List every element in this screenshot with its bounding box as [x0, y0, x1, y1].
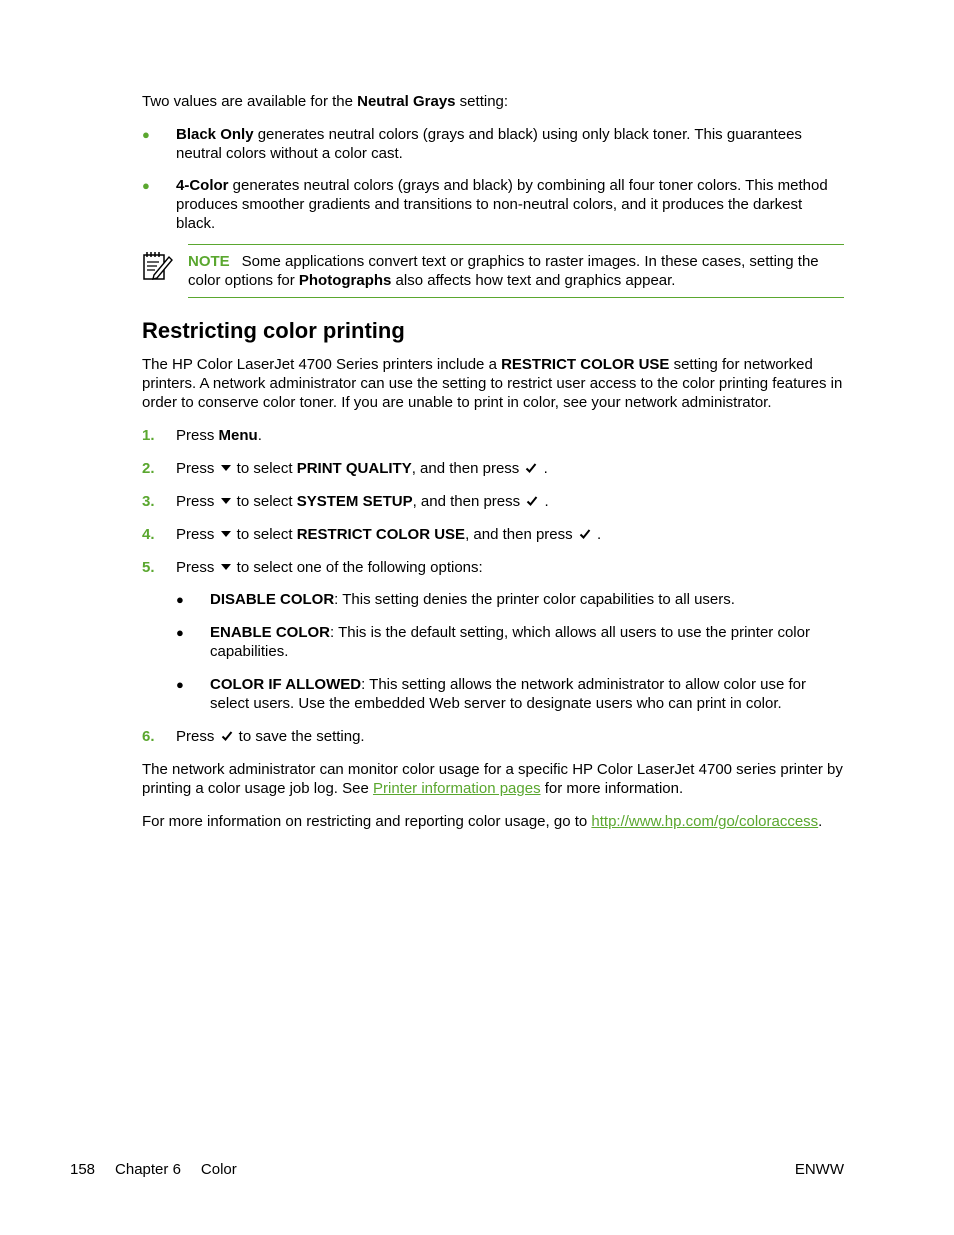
list-item: ● 4-Color generates neutral colors (grays and black) by combining all four toner colors. This method produces smoother gradients and transitions to non-neutral colors, and it produces the darkest black. — [142, 177, 828, 232]
monitor-paragraph: The network administrator can monitor color usage for a specific HP Color LaserJet 4700 series printer by printing a color usage job log. See Printer information pages for more information. — [142, 761, 843, 797]
page-number: 158 — [70, 1161, 96, 1178]
step-item: 3. Press to select SYSTEM SETUP, and then press . — [142, 493, 549, 510]
step-item: 6. Press to save the setting. — [142, 728, 365, 745]
bullet-icon: ● — [142, 178, 150, 193]
footer-left — [70, 1160, 257, 1179]
footer-right: ENWW — [794, 1161, 844, 1178]
bullet-icon: ● — [142, 127, 150, 142]
checkmark-icon — [526, 495, 538, 507]
down-arrow-icon — [221, 564, 231, 570]
note-box: NOTE Some applications convert text or graphics to raster images. In these cases, setting the color options for Photographs also affects how text and graphics appear. — [188, 244, 844, 298]
checkmark-icon — [221, 730, 233, 742]
checkmark-icon — [579, 528, 591, 540]
intro-paragraph: Two values are available for the Neutral Grays setting: — [142, 93, 509, 110]
step-item: 2. Press to select PRINT QUALITY, and then press . — [142, 460, 548, 477]
bullet-icon: ● — [176, 625, 184, 640]
neutral-grays-list — [142, 125, 844, 233]
page-content — [142, 92, 844, 831]
step-item: 1. Press Menu. — [142, 427, 262, 444]
printer-info-link[interactable]: Printer information pages — [372, 780, 541, 797]
note-label: NOTE — [188, 253, 230, 270]
section-heading: Restricting color printing — [142, 318, 405, 343]
option-item: ● COLOR IF ALLOWED: This setting allows the network administrator to allow color use for select users. Use the embedded Web server to designate users who can print in color. — [176, 676, 807, 712]
coloraccess-link[interactable]: http://www.hp.com/go/coloraccess — [591, 813, 819, 830]
bullet-icon: ● — [176, 592, 184, 607]
section-paragraph: The HP Color LaserJet 4700 Series printers include a RESTRICT COLOR USE setting for networked printers. A network administrator can use the setting to restrict user access to the color printing features in order to conserve color toner. If you are unable to print in color, see your network administrator. — [142, 356, 843, 411]
checkmark-icon — [525, 462, 537, 474]
step-item: 5. Press to select one of the following options: ● DISABLE COLOR: This setting denies the printer color capabilities to all users. ● ENABLE COLOR: This is the default setting, which allows all users to use the printer color capabilities. ● COLOR IF ALLOWED: This setting allows the network administrator to allow color use for select users. Use the embedded Web server to designate users who can print in color. — [142, 558, 844, 713]
note-pad-icon — [142, 249, 174, 281]
steps-list — [142, 426, 844, 746]
down-arrow-icon — [221, 465, 231, 471]
more-info-paragraph: For more information on restricting and reporting color usage, go to http://www.hp.com/go/coloraccess. — [142, 813, 823, 830]
chapter-label: Chapter 6 — [115, 1161, 181, 1178]
down-arrow-icon — [221, 498, 231, 504]
option-item: ● ENABLE COLOR: This is the default setting, which allows all users to use the printer color capabilities. — [176, 624, 810, 660]
options-list — [176, 590, 844, 713]
bullet-icon: ● — [176, 677, 184, 692]
list-item: ● Black Only generates neutral colors (grays and black) using only black toner. This guarantees neutral colors without a color cast. — [142, 126, 802, 162]
down-arrow-icon — [221, 531, 231, 537]
step-item: 4. Press to select RESTRICT COLOR USE, and then press . — [142, 526, 602, 543]
chapter-title: Color — [200, 1161, 237, 1178]
option-item: ● DISABLE COLOR: This setting denies the printer color capabilities to all users. — [176, 591, 735, 608]
